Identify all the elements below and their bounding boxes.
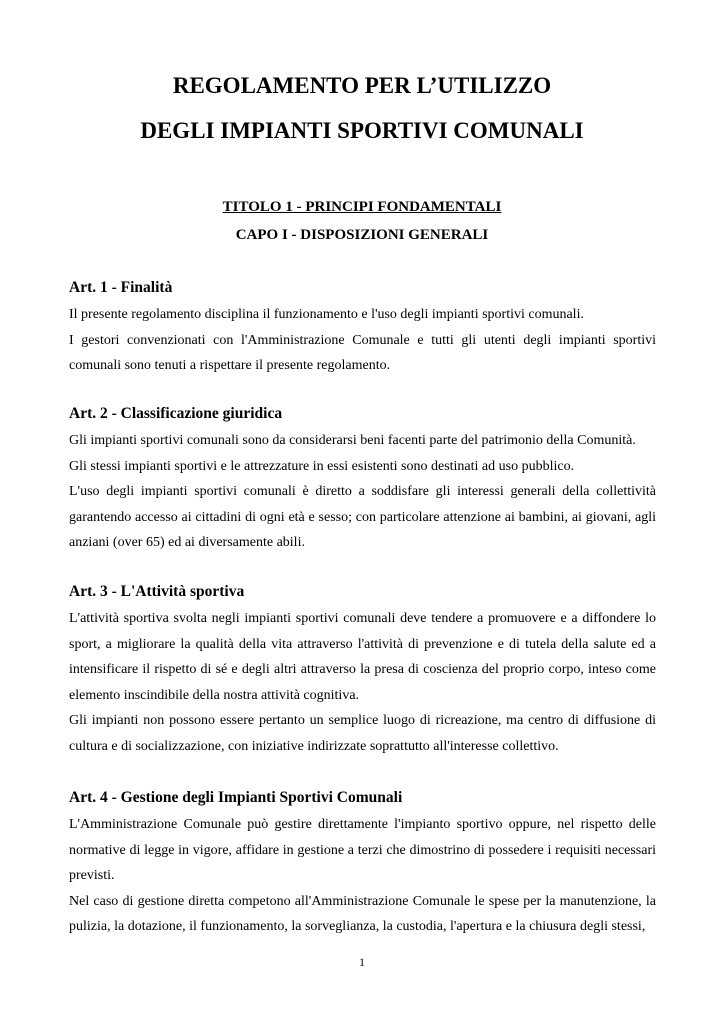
article-body bbox=[69, 428, 656, 556]
article-paragraph: L'Amministrazione Comunale può gestire direttamente l'impianto sportivo oppure, nel rispetto delle normative di legge in vigore, affidare in gestione a terzi che dimostrino di possedere i requisiti necessari previsti. bbox=[69, 817, 656, 883]
article-body bbox=[69, 812, 656, 940]
article-body bbox=[69, 606, 656, 759]
article-paragraph: Gli impianti sportivi comunali sono da considerarsi beni facenti parte del patrimonio della Comunità. bbox=[69, 433, 636, 448]
article-2 bbox=[69, 402, 656, 556]
article-4 bbox=[69, 786, 656, 940]
article-heading: Art. 3 - L'Attività sportiva bbox=[69, 583, 245, 600]
article-paragraph: Nel caso di gestione diretta competono all'Amministrazione Comunale le spese per la manutenzione, la pulizia, la dotazione, il funzionamento, la sorveglianza, la custodia, l'apertura e la chiusura degli stessi, bbox=[69, 893, 656, 934]
article-3 bbox=[69, 580, 656, 759]
article-heading: Art. 2 - Classificazione giuridica bbox=[69, 405, 283, 422]
article-paragraph: L'attività sportiva svolta negli impianti sportivi comunali deve tendere a promuovere e a diffondere lo sport, a migliorare la qualità della vita attraverso l'attività di prevenzione e di tutela della salute ed a intensificare il rispetto di sé e degli altri attraverso la presa di coscienza del proprio corpo, inteso come elemento inscindibile della nostra attività cognitiva. bbox=[69, 611, 656, 703]
article-heading: Art. 1 - Finalità bbox=[69, 279, 173, 296]
document-title-line-1: REGOLAMENTO PER L’UTILIZZO bbox=[172, 73, 552, 98]
article-paragraph: Il presente regolamento disciplina il funzionamento e l'uso degli impianti sportivi comunali. bbox=[69, 307, 584, 322]
page-number: 1 bbox=[359, 955, 365, 969]
document-title-line-2: DEGLI IMPIANTI SPORTIVI COMUNALI bbox=[140, 118, 584, 143]
titolo-heading: TITOLO 1 - PRINCIPI FONDAMENTALI bbox=[222, 199, 502, 215]
article-paragraph: I gestori convenzionati con l'Amministrazione Comunale e tutti gli utenti degli impianti sportivi comunali sono tenuti a rispettare il presente regolamento. bbox=[69, 332, 656, 373]
article-paragraph: Gli stessi impianti sportivi e le attrezzature in essi esistenti sono destinati ad uso pubblico. bbox=[69, 458, 575, 474]
article-paragraph: L'uso degli impianti sportivi comunali è diretto a soddisfare gli interessi generali della collettività garantendo accesso ai cittadini di ogni età e sesso; con particolare attenzione ai bambini, ai giovani, agli anziani (over 65) ed ai diversamente abili. bbox=[69, 484, 656, 550]
article-1 bbox=[69, 276, 656, 379]
article-body bbox=[69, 302, 656, 379]
article-heading: Art. 4 - Gestione degli Impianti Sportivi Comunali bbox=[69, 789, 403, 806]
article-paragraph: Gli impianti non possono essere pertanto un semplice luogo di ricreazione, ma centro di diffusione di cultura e di socializzazione, con iniziative indirizzate soprattutto all'interesse collettivo. bbox=[69, 713, 656, 754]
capo-heading: CAPO I - DISPOSIZIONI GENERALI bbox=[235, 227, 489, 243]
